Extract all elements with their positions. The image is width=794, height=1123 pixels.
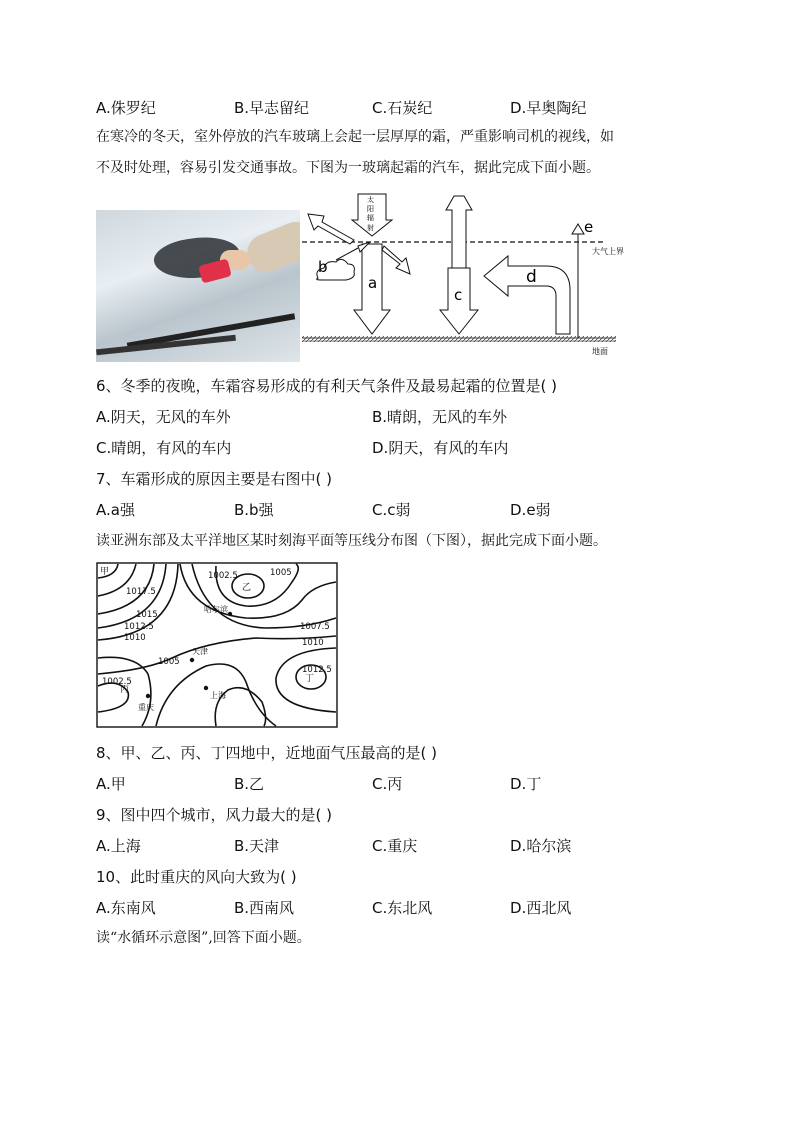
- q6-option-c[interactable]: C.晴朗，有风的车内: [96, 439, 232, 457]
- label-yi: 乙: [242, 583, 252, 593]
- q5-option-b[interactable]: B.早志留纪: [234, 99, 310, 117]
- q5-option-a[interactable]: A.侏罗纪: [96, 99, 156, 117]
- q7-option-d[interactable]: D.e弱: [510, 501, 551, 519]
- svg-text:太: 太: [367, 196, 374, 204]
- q7-stem: 7、车霜形成的原因主要是右图中( ): [96, 470, 333, 488]
- q5-option-c[interactable]: C.石炭纪: [372, 99, 433, 117]
- label-jia: 甲: [100, 567, 110, 577]
- radiation-diagram: [300, 192, 640, 360]
- ground-label: 地面: [592, 347, 608, 356]
- q8-option-b[interactable]: B.乙: [234, 775, 265, 793]
- svg-text:辐: 辐: [367, 214, 374, 222]
- city-chongqing: 重庆: [138, 703, 154, 712]
- frost-intro-line1: 在寒冷的冬天，室外停放的汽车玻璃上会起一层厚厚的霜，严重影响司机的视线，如: [96, 129, 614, 145]
- q8-option-d[interactable]: D.丁: [510, 775, 542, 793]
- q8-option-a[interactable]: A.甲: [96, 775, 126, 793]
- q10-option-d[interactable]: D.西北风: [510, 899, 572, 917]
- svg-text:1012.5: 1012.5: [124, 622, 154, 632]
- isobar-map: [96, 562, 338, 728]
- label-b: b: [318, 258, 328, 276]
- svg-text:1010: 1010: [302, 638, 324, 648]
- svg-text:1007.5: 1007.5: [300, 622, 330, 632]
- q6-option-d[interactable]: D.阴天，有风的车内: [372, 439, 509, 457]
- q7-option-c[interactable]: C.c弱: [372, 501, 411, 519]
- frost-intro: [96, 122, 706, 184]
- q8-stem: 8、甲、乙、丙、丁四地中，近地面气压最高的是( ): [96, 744, 438, 762]
- q6-option-b[interactable]: B.晴朗，无风的车外: [372, 408, 508, 426]
- label-e: e: [584, 218, 594, 236]
- svg-text:1010: 1010: [124, 633, 146, 643]
- svg-text:射: 射: [367, 224, 374, 232]
- svg-text:阳: 阳: [367, 205, 374, 213]
- q6-option-a[interactable]: A.阴天，无风的车外: [96, 408, 231, 426]
- q5-option-d[interactable]: D.早奥陶纪: [510, 99, 587, 117]
- q8-option-c[interactable]: C.丙: [372, 775, 403, 793]
- svg-text:1015: 1015: [136, 610, 158, 620]
- svg-text:1012.5: 1012.5: [302, 665, 332, 675]
- q10-option-a[interactable]: A.东南风: [96, 899, 156, 917]
- q9-option-a[interactable]: A.上海: [96, 837, 141, 855]
- frost-intro-line2: 不及时处理，容易引发交通事故。下图为一玻璃起霜的汽车，据此完成下面小题。: [96, 160, 600, 176]
- city-harbin: 哈尔滨: [204, 605, 228, 614]
- q9-option-b[interactable]: B.天津: [234, 837, 280, 855]
- label-a: a: [368, 274, 378, 292]
- label-ding: 丁: [305, 674, 315, 684]
- svg-text:1017.5: 1017.5: [126, 587, 156, 597]
- q7-option-a[interactable]: A.a强: [96, 501, 135, 519]
- label-c: c: [454, 286, 463, 304]
- q10-option-c[interactable]: C.东北风: [372, 899, 433, 917]
- city-shanghai: 上海: [210, 691, 226, 700]
- q7-option-b[interactable]: B.b强: [234, 501, 274, 519]
- q9-option-c[interactable]: C.重庆: [372, 837, 418, 855]
- water-cycle-intro: 读“水循环示意图”,回答下面小题。: [96, 930, 311, 946]
- svg-text:1002.5: 1002.5: [208, 571, 238, 581]
- frosted-windshield-photo: [96, 210, 300, 362]
- svg-text:1005: 1005: [270, 568, 292, 578]
- q10-stem: 10、此时重庆的风向大致为( ): [96, 868, 297, 886]
- label-d: d: [526, 267, 537, 287]
- svg-text:1002.5: 1002.5: [102, 677, 132, 687]
- q6-stem: 6、冬季的夜晚，车霜容易形成的有利天气条件及最易起霜的位置是( ): [96, 377, 558, 395]
- q9-stem: 9、图中四个城市，风力最大的是( ): [96, 806, 333, 824]
- svg-text:1005: 1005: [158, 657, 180, 667]
- city-tianjin: 天津: [192, 647, 208, 656]
- isobar-intro: 读亚洲东部及太平洋地区某时刻海平面等压线分布图（下图），据此完成下面小题。: [96, 533, 607, 549]
- label-bing: 丙: [120, 685, 130, 695]
- q9-option-d[interactable]: D.哈尔滨: [510, 837, 572, 855]
- q10-option-b[interactable]: B.西南风: [234, 899, 295, 917]
- atmosphere-top-label: 大气上界: [592, 247, 624, 256]
